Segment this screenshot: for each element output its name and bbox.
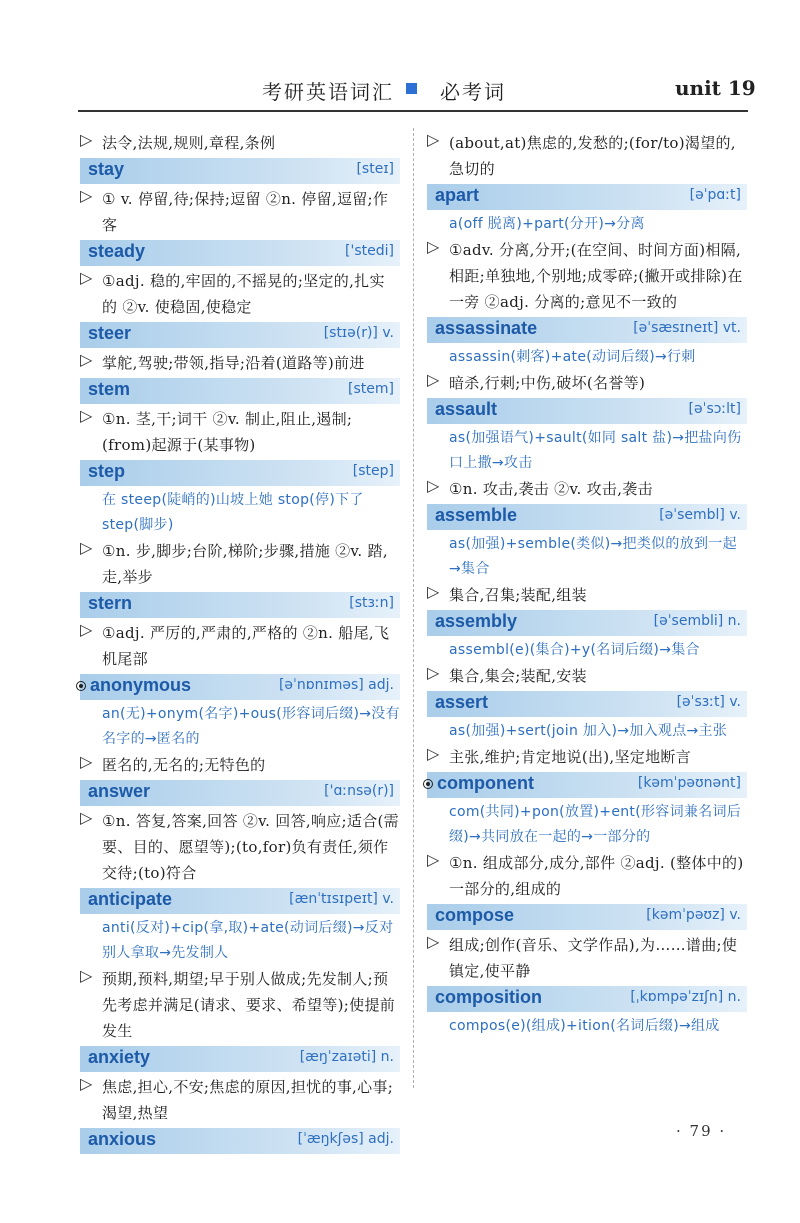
definition-block — [80, 808, 400, 886]
headword: anxious — [88, 1129, 157, 1149]
triangle-icon: ▷ — [80, 966, 93, 985]
definition-text: ①n. 答复,答案,回答 ②v. 回答,响应;适合(需要、目的、愿望等);(to,for)负有责任,须作交待;(to)符合 — [102, 812, 399, 882]
entry-header-anonymous — [80, 674, 400, 700]
headword: assert — [435, 692, 489, 712]
headword: compose — [435, 905, 515, 925]
definition-text: 匿名的,无名的;无特色的 — [102, 756, 266, 774]
definition-block — [427, 476, 747, 502]
triangle-icon: ▷ — [427, 237, 440, 256]
definition-block — [80, 406, 400, 458]
headword: anticipate — [88, 889, 173, 909]
definition-text: 集合,集会;装配,安装 — [449, 667, 587, 685]
headword: anxiety — [88, 1047, 151, 1067]
etymology-text: assembl(e)(集合)+y(名词后缀)→集合 — [449, 642, 700, 658]
headword: anonymous — [90, 675, 192, 695]
definition-text: 预期,预料,期望;早于别人做成;先发制人;预先考虑并满足(请求、要求、希望等);使提前发生 — [102, 970, 396, 1040]
phonetic: [əˈsɜːt] v. — [676, 694, 741, 710]
etymology-text: compos(e)(组成)+ition(名词后缀)→组成 — [449, 1018, 720, 1034]
triangle-icon: ▷ — [80, 620, 93, 639]
entry-header-assembly — [427, 610, 747, 636]
triangle-icon: ▷ — [80, 350, 93, 369]
definition-block — [427, 130, 747, 182]
headword: steer — [88, 323, 132, 343]
phonetic: [stem] — [348, 381, 394, 397]
phonetic: [steɪ] — [356, 161, 394, 177]
triangle-icon: ▷ — [427, 932, 440, 951]
definition-block — [80, 350, 400, 376]
entry-header-steady — [80, 240, 400, 266]
etymology-text: as(加强语气)+sault(如同 salt 盐)→把盐向伤口上撒→攻击 — [449, 430, 742, 471]
etymology-text: an(无)+onym(名字)+ous(形容词后缀)→没有名字的→匿名的 — [102, 706, 400, 747]
definition-text: ①n. 攻击,袭击 ②v. 攻击,袭击 — [449, 480, 653, 498]
entry-header-assemble — [427, 504, 747, 530]
headword: assemble — [435, 505, 518, 525]
entry-header-assassinate — [427, 317, 747, 343]
etymology-text: assassin(刺客)+ate(动词后缀)→行刺 — [449, 349, 696, 365]
definition-block — [80, 130, 400, 156]
etymology-text: as(加强)+semble(类似)→把类似的放到一起→集合 — [449, 536, 737, 577]
triangle-icon: ▷ — [427, 663, 440, 682]
triangle-icon: ▷ — [427, 130, 440, 149]
definition-text: 掌舵,驾驶;带领,指导;沿着(道路等)前进 — [102, 354, 365, 372]
definition-block — [427, 932, 747, 984]
definition-text: ①adj. 稳的,牢固的,不摇晃的;坚定的,扎实的 ②v. 使稳固,使稳定 — [102, 272, 385, 316]
phonetic: ['ɑːnsə(r)] — [324, 783, 394, 799]
definition-text: ①n. 步,脚步;台阶,梯阶;步骤,措施 ②v. 踏,走,举步 — [102, 542, 388, 586]
headword: answer — [88, 781, 151, 801]
phonetic: [əˈsembl] v. — [659, 507, 741, 523]
phonetic: [əˈsæsɪneɪt] vt. — [633, 320, 741, 336]
definition-block — [427, 582, 747, 608]
definition-text: ① v. 停留,待;保持;逗留 ②n. 停留,逗留;作客 — [102, 190, 389, 234]
triangle-icon: ▷ — [80, 1074, 93, 1093]
definition-block — [80, 620, 400, 672]
square-bullet-icon — [406, 83, 417, 94]
phonetic: [ˈæŋkʃəs] adj. — [297, 1131, 394, 1147]
phonetic: ['stedi] — [345, 243, 394, 259]
definition-block — [427, 744, 747, 770]
key-word-dot-icon — [76, 681, 86, 691]
etymology-text: anti(反对)+cip(拿,取)+ate(动词后缀)→反对别人拿取→先发制人 — [102, 920, 394, 961]
triangle-icon: ▷ — [80, 186, 93, 205]
page-number: · 79 · — [676, 1122, 727, 1140]
definition-text: 组成;创作(音乐、文学作品),为……谱曲;使镇定,使平静 — [449, 936, 738, 980]
definition-text: 暗杀,行刺;中伤,破坏(名誉等) — [449, 374, 646, 392]
entry-header-component — [427, 772, 747, 798]
etymology-text: com(共同)+pon(放置)+ent(形容词兼名词后缀)→共同放在一起的→一部分的 — [449, 804, 742, 845]
definition-block — [80, 268, 400, 320]
key-word-dot-icon — [423, 779, 433, 789]
entry-header-stay — [80, 158, 400, 184]
headword: step — [88, 461, 126, 481]
headword: component — [437, 773, 534, 793]
phonetic: [stɪə(r)] v. — [323, 325, 394, 341]
column-divider — [413, 128, 414, 1088]
etymology-text: 在 steep(陡峭的)山坡上她 stop(停)下了 step(脚步) — [102, 492, 364, 533]
definition-block — [427, 663, 747, 689]
entry-header-apart — [427, 184, 747, 210]
phonetic: [əˈsembli] n. — [653, 613, 741, 629]
headword: assassinate — [435, 318, 538, 338]
triangle-icon: ▷ — [80, 130, 93, 149]
phonetic: [step] — [352, 463, 394, 479]
definition-block — [80, 966, 400, 1044]
left-column — [80, 130, 400, 1156]
triangle-icon: ▷ — [80, 538, 93, 557]
phonetic: [kəmˈpəʊnənt] — [637, 775, 741, 791]
definition-text: ①adv. 分离,分开;(在空间、时间方面)相隔,相距;单独地,个别地;成零碎;(撇开或排除)在一旁 ②adj. 分离的;意见不一致的 — [449, 241, 743, 311]
entry-header-composition — [427, 986, 747, 1012]
entry-header-anxiety — [80, 1046, 400, 1072]
entry-header-answer — [80, 780, 400, 806]
headword: steady — [88, 241, 146, 261]
definition-block — [80, 186, 400, 238]
definition-block — [427, 850, 747, 902]
phonetic: [stɜːn] — [349, 595, 394, 611]
entry-header-step — [80, 460, 400, 486]
definition-text: 法令,法规,规则,章程,条例 — [102, 134, 276, 152]
page-header — [0, 0, 800, 110]
definition-text: ①n. 茎,干;词干 ②v. 制止,阻止,遏制;(from)起源于(某事物) — [102, 410, 353, 454]
triangle-icon: ▷ — [427, 744, 440, 763]
definition-block — [80, 538, 400, 590]
definition-text: 焦虑,担心,不安;焦虑的原因,担忧的事,心事;渴望,热望 — [102, 1078, 394, 1122]
phonetic: [kəmˈpəʊz] v. — [646, 907, 741, 923]
entry-header-steer — [80, 322, 400, 348]
definition-text: (about,at)焦虑的,发愁的;(for/to)渴望的,急切的 — [449, 134, 736, 178]
headword: stem — [88, 379, 131, 399]
phonetic: [əˈsɔːlt] — [688, 401, 741, 417]
triangle-icon: ▷ — [80, 808, 93, 827]
headword: stay — [88, 159, 125, 179]
entry-header-stem — [80, 378, 400, 404]
phonetic: [ˌkɒmpəˈzɪʃn] n. — [630, 989, 741, 1005]
phonetic: [ænˈtɪsɪpeɪt] v. — [289, 891, 394, 907]
entry-header-assert — [427, 691, 747, 717]
headword: apart — [435, 185, 480, 205]
unit-label: unit 19 — [675, 76, 756, 100]
triangle-icon: ▷ — [427, 850, 440, 869]
definition-block — [80, 752, 400, 778]
etymology-text: as(加强)+sert(join 加入)→加入观点→主张 — [449, 723, 728, 739]
definition-block — [427, 237, 747, 315]
entry-header-stern — [80, 592, 400, 618]
entry-header-anxious — [80, 1128, 400, 1154]
entry-header-anticipate — [80, 888, 400, 914]
entry-header-assault — [427, 398, 747, 424]
etymology-text: a(off 脱离)+part(分开)→分离 — [449, 216, 645, 232]
triangle-icon: ▷ — [427, 582, 440, 601]
phonetic: [əˈnɒnɪməs] adj. — [278, 677, 394, 693]
definition-text: ①adj. 严厉的,严肃的,严格的 ②n. 船尾,飞机尾部 — [102, 624, 390, 668]
definition-text: 集合,召集;装配,组装 — [449, 586, 587, 604]
header-rule — [78, 110, 748, 112]
phonetic: [æŋˈzaɪəti] n. — [299, 1049, 394, 1065]
triangle-icon: ▷ — [427, 370, 440, 389]
entry-header-compose — [427, 904, 747, 930]
triangle-icon: ▷ — [80, 752, 93, 771]
book-title: 考研英语词汇 — [262, 80, 394, 104]
headword: assembly — [435, 611, 518, 631]
section-title: 必考词 — [440, 80, 506, 104]
right-column — [427, 130, 747, 1039]
definition-text: 主张,维护;肯定地说(出),坚定地断言 — [449, 748, 691, 766]
headword: composition — [435, 987, 542, 1007]
triangle-icon: ▷ — [427, 476, 440, 495]
headword: assault — [435, 399, 498, 419]
definition-text: ①n. 组成部分,成分,部件 ②adj. (整体中的)一部分的,组成的 — [449, 854, 744, 898]
definition-block — [427, 370, 747, 396]
triangle-icon: ▷ — [80, 268, 93, 287]
phonetic: [əˈpɑːt] — [689, 187, 741, 203]
headword: stern — [88, 593, 133, 613]
definition-block — [80, 1074, 400, 1126]
triangle-icon: ▷ — [80, 406, 93, 425]
